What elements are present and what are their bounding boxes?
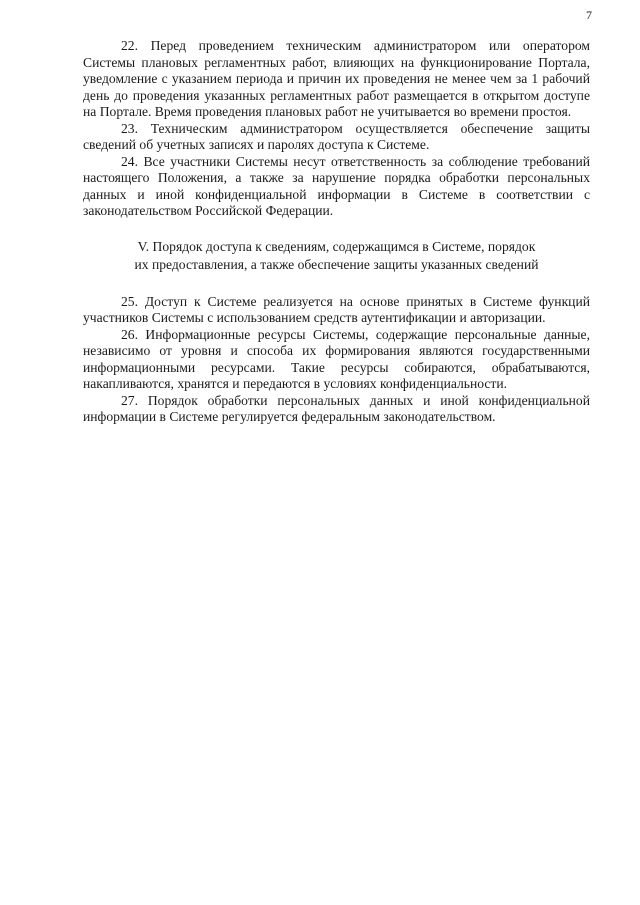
section-heading-line-1: V. Порядок доступа к сведениям, содержащимся в Системе, порядок bbox=[137, 238, 536, 254]
paragraph-23: 23. Техническим администратором осуществляется обеспечение защиты сведений об учетных записях и паролях доступа к Системе. bbox=[83, 120, 590, 152]
paragraph-22: 22. Перед проведением техническим администратором или оператором Системы плановых регламентных работ, влияющих на функционирование Портала, уведомление с указанием периода и причин их проведения не менее чем за 1 рабочий день до проведения указанных регламентных работ размещается в открытом доступе на Портале. Время проведения плановых работ не учитывается во времени простоя. bbox=[83, 38, 590, 119]
page-number: 7 bbox=[586, 8, 592, 22]
paragraph-25: 25. Доступ к Системе реализуется на основе принятых в Системе функций участников Системы с использованием средств аутентификации и авторизации. bbox=[83, 293, 590, 325]
paragraph-26: 26. Информационные ресурсы Системы, содержащие персональные данные, независимо от уровня и способа их формирования являются государственными информационными ресурсами. Такие ресурсы собираются, обрабатываются, накапливаются, хранятся и передаются в условиях конфиденциальности. bbox=[83, 326, 590, 391]
paragraph-27: 27. Порядок обработки персональных данных и иной конфиденциальной информации в Системе регулируется федеральным законодательством. bbox=[83, 392, 590, 424]
section-heading-line-2: их предоставления, а также обеспечение защиты указанных сведений bbox=[134, 256, 539, 272]
document-body bbox=[83, 38, 590, 426]
paragraph-24: 24. Все участники Системы несут ответственность за соблюдение требований настоящего Положения, а также за нарушение порядка обработки персональных данных и иной конфиденциальной информации в Системе в соответствии с законодательством Российской Федерации. bbox=[83, 153, 590, 218]
section-heading bbox=[83, 238, 590, 274]
